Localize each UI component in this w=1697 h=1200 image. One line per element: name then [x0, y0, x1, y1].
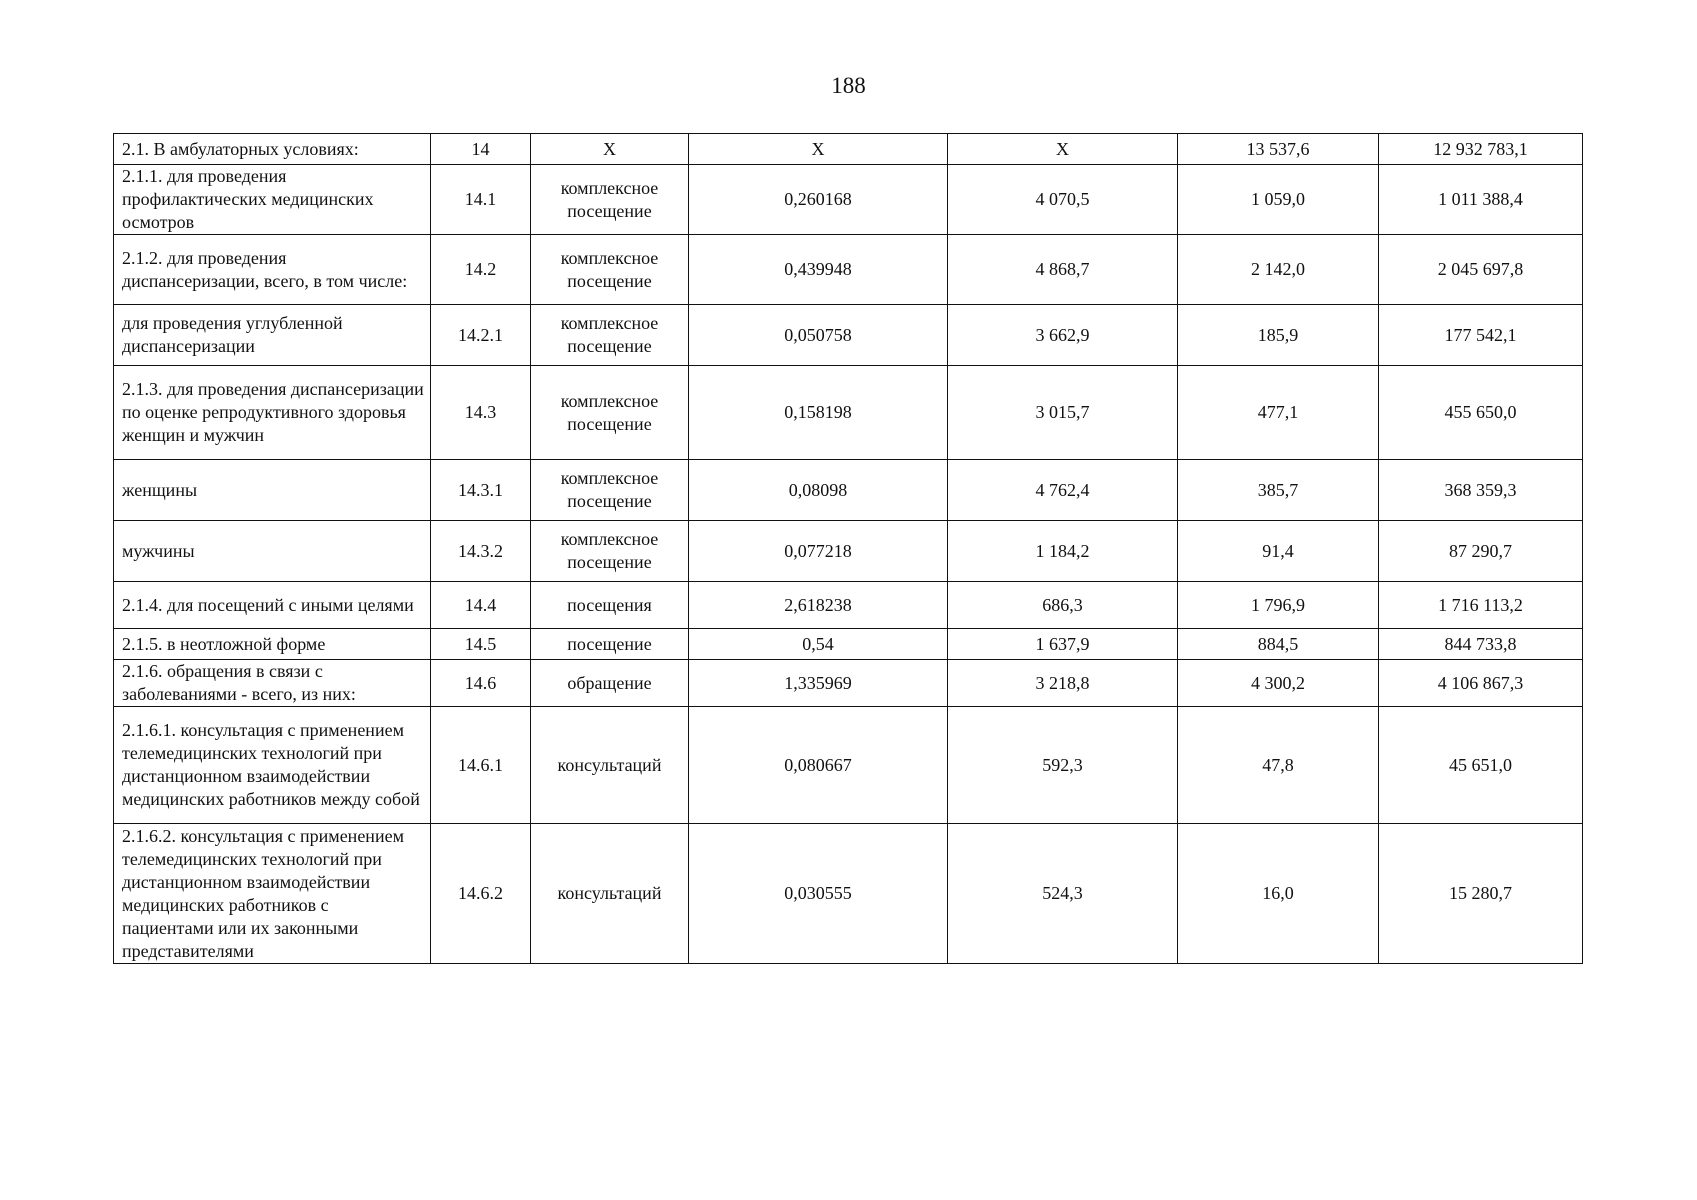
row-unit: посещения: [531, 582, 689, 629]
row-total: 15 280,7: [1379, 824, 1583, 964]
row-total: 87 290,7: [1379, 521, 1583, 582]
row-norm: Х: [689, 134, 948, 165]
row-cost: 4 868,7: [948, 235, 1178, 305]
row-cost: 592,3: [948, 707, 1178, 824]
row-cost: 4 070,5: [948, 165, 1178, 235]
row-norm: 1,335969: [689, 660, 948, 707]
row-per-capita: 477,1: [1178, 366, 1379, 460]
row-name: мужчины: [114, 521, 431, 582]
row-name: 2.1.5. в неотложной форме: [114, 629, 431, 660]
row-norm: 0,54: [689, 629, 948, 660]
row-per-capita: 2 142,0: [1178, 235, 1379, 305]
row-cost: 3 662,9: [948, 305, 1178, 366]
row-cost: 3 015,7: [948, 366, 1178, 460]
row-code: 14.3.1: [431, 460, 531, 521]
row-unit: Х: [531, 134, 689, 165]
row-total: 1 011 388,4: [1379, 165, 1583, 235]
table-row: [114, 366, 1583, 460]
table-row: [114, 582, 1583, 629]
row-unit: комплексное посещение: [531, 460, 689, 521]
row-unit: комплексное посещение: [531, 235, 689, 305]
row-total: 1 716 113,2: [1379, 582, 1583, 629]
row-name: 2.1.3. для проведения диспансеризации по оценке репродуктивного здоровья женщин и мужчин: [114, 366, 431, 460]
row-norm: 0,080667: [689, 707, 948, 824]
row-unit: комплексное посещение: [531, 165, 689, 235]
row-per-capita: 385,7: [1178, 460, 1379, 521]
row-norm: 0,260168: [689, 165, 948, 235]
table-row: [114, 660, 1583, 707]
row-code: 14.4: [431, 582, 531, 629]
row-per-capita: 91,4: [1178, 521, 1379, 582]
page-number: 188: [831, 73, 866, 98]
row-code: 14.3.2: [431, 521, 531, 582]
row-cost: 1 184,2: [948, 521, 1178, 582]
row-code: 14.6.1: [431, 707, 531, 824]
row-code: 14.1: [431, 165, 531, 235]
row-unit: комплексное посещение: [531, 521, 689, 582]
row-total: 45 651,0: [1379, 707, 1583, 824]
row-code: 14: [431, 134, 531, 165]
row-unit: консультаций: [531, 824, 689, 964]
row-per-capita: 4 300,2: [1178, 660, 1379, 707]
row-total: 12 932 783,1: [1379, 134, 1583, 165]
row-per-capita: 16,0: [1178, 824, 1379, 964]
row-norm: 2,618238: [689, 582, 948, 629]
row-per-capita: 1 059,0: [1178, 165, 1379, 235]
row-norm: 0,439948: [689, 235, 948, 305]
row-total: 2 045 697,8: [1379, 235, 1583, 305]
row-name: для проведения углубленной диспансеризации: [114, 305, 431, 366]
row-total: 4 106 867,3: [1379, 660, 1583, 707]
row-norm: 0,158198: [689, 366, 948, 460]
data-table: [113, 133, 1583, 964]
row-name: женщины: [114, 460, 431, 521]
table-row: [114, 629, 1583, 660]
table-row: [114, 165, 1583, 235]
row-code: 14.6.2: [431, 824, 531, 964]
table-row: [114, 521, 1583, 582]
table-row: [114, 707, 1583, 824]
row-per-capita: 13 537,6: [1178, 134, 1379, 165]
row-code: 14.5: [431, 629, 531, 660]
row-total: 844 733,8: [1379, 629, 1583, 660]
row-cost: 4 762,4: [948, 460, 1178, 521]
row-norm: 0,050758: [689, 305, 948, 366]
row-cost: 686,3: [948, 582, 1178, 629]
row-cost: 524,3: [948, 824, 1178, 964]
row-name: 2.1.6.2. консультация с применением телемедицинских технологий при дистанционном взаимодействии медицинских работников с пациентами или их законными представителями: [114, 824, 431, 964]
row-norm: 0,030555: [689, 824, 948, 964]
row-unit: комплексное посещение: [531, 366, 689, 460]
table-row: [114, 460, 1583, 521]
row-per-capita: 884,5: [1178, 629, 1379, 660]
row-name: 2.1.2. для проведения диспансеризации, всего, в том числе:: [114, 235, 431, 305]
row-name: 2.1.6.1. консультация с применением телемедицинских технологий при дистанционном взаимодействии медицинских работников между собой: [114, 707, 431, 824]
row-code: 14.2: [431, 235, 531, 305]
row-unit: комплексное посещение: [531, 305, 689, 366]
row-cost: 3 218,8: [948, 660, 1178, 707]
row-per-capita: 47,8: [1178, 707, 1379, 824]
row-name: 2.1.1. для проведения профилактических медицинских осмотров: [114, 165, 431, 235]
table-row: [114, 235, 1583, 305]
row-code: 14.2.1: [431, 305, 531, 366]
row-unit: консультаций: [531, 707, 689, 824]
row-per-capita: 1 796,9: [1178, 582, 1379, 629]
row-name: 2.1.6. обращения в связи с заболеваниями - всего, из них:: [114, 660, 431, 707]
row-code: 14.6: [431, 660, 531, 707]
row-name: 2.1. В амбулаторных условиях:: [114, 134, 431, 165]
table-row: [114, 305, 1583, 366]
row-cost: Х: [948, 134, 1178, 165]
row-name: 2.1.4. для посещений с иными целями: [114, 582, 431, 629]
row-total: 177 542,1: [1379, 305, 1583, 366]
row-norm: 0,077218: [689, 521, 948, 582]
row-cost: 1 637,9: [948, 629, 1178, 660]
row-unit: обращение: [531, 660, 689, 707]
row-norm: 0,08098: [689, 460, 948, 521]
table-row: [114, 824, 1583, 964]
table-row: [114, 134, 1583, 165]
row-per-capita: 185,9: [1178, 305, 1379, 366]
row-code: 14.3: [431, 366, 531, 460]
row-unit: посещение: [531, 629, 689, 660]
row-total: 368 359,3: [1379, 460, 1583, 521]
row-total: 455 650,0: [1379, 366, 1583, 460]
